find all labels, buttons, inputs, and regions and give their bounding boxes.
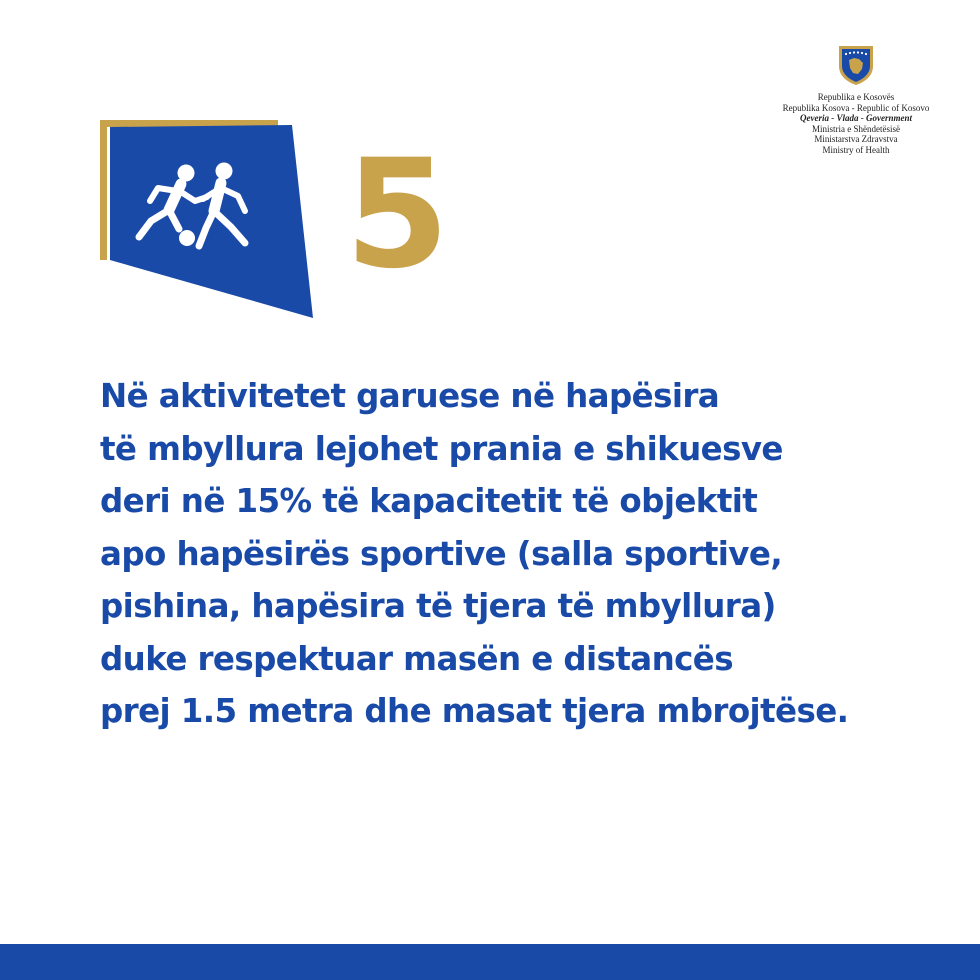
message-line: deri në 15% të kapacitetit të objektit	[100, 482, 758, 520]
measure-number: 5	[345, 128, 446, 302]
message-line: pishina, hapësira të tjera të mbyllura)	[100, 587, 776, 625]
emblem-line-ministry-sr: Ministarstva Zdravstva	[814, 134, 898, 144]
emblem-line-government: Qeveria - Vlada - Government	[800, 113, 912, 123]
message-line: duke respektuar masën e distancës	[100, 639, 733, 678]
message-line: Në aktivitetet garuese në hapësira	[100, 377, 720, 415]
measure-message	[100, 370, 970, 738]
message-line: të mbyllura lejohet prania e shikuesve	[100, 429, 783, 468]
kosovo-coat-of-arms-icon	[837, 44, 875, 86]
ministry-emblem-block	[770, 44, 942, 155]
emblem-line-republic: Republika e Kosovës	[817, 92, 895, 102]
emblem-line-republic-multilingual: Republika Kosova - Republic of Kosovo	[782, 102, 930, 113]
message-line: apo hapësirës sportive (salla sportive,	[100, 534, 783, 573]
emblem-line-ministry-sq: Ministria e Shëndetësisë	[812, 123, 900, 134]
measure-badge	[95, 115, 325, 325]
footer-bar	[0, 944, 980, 980]
message-line: prej 1.5 metra dhe masat tjera mbrojtëse.	[100, 692, 849, 730]
emblem-line-ministry-en: Ministry of Health	[822, 144, 890, 155]
